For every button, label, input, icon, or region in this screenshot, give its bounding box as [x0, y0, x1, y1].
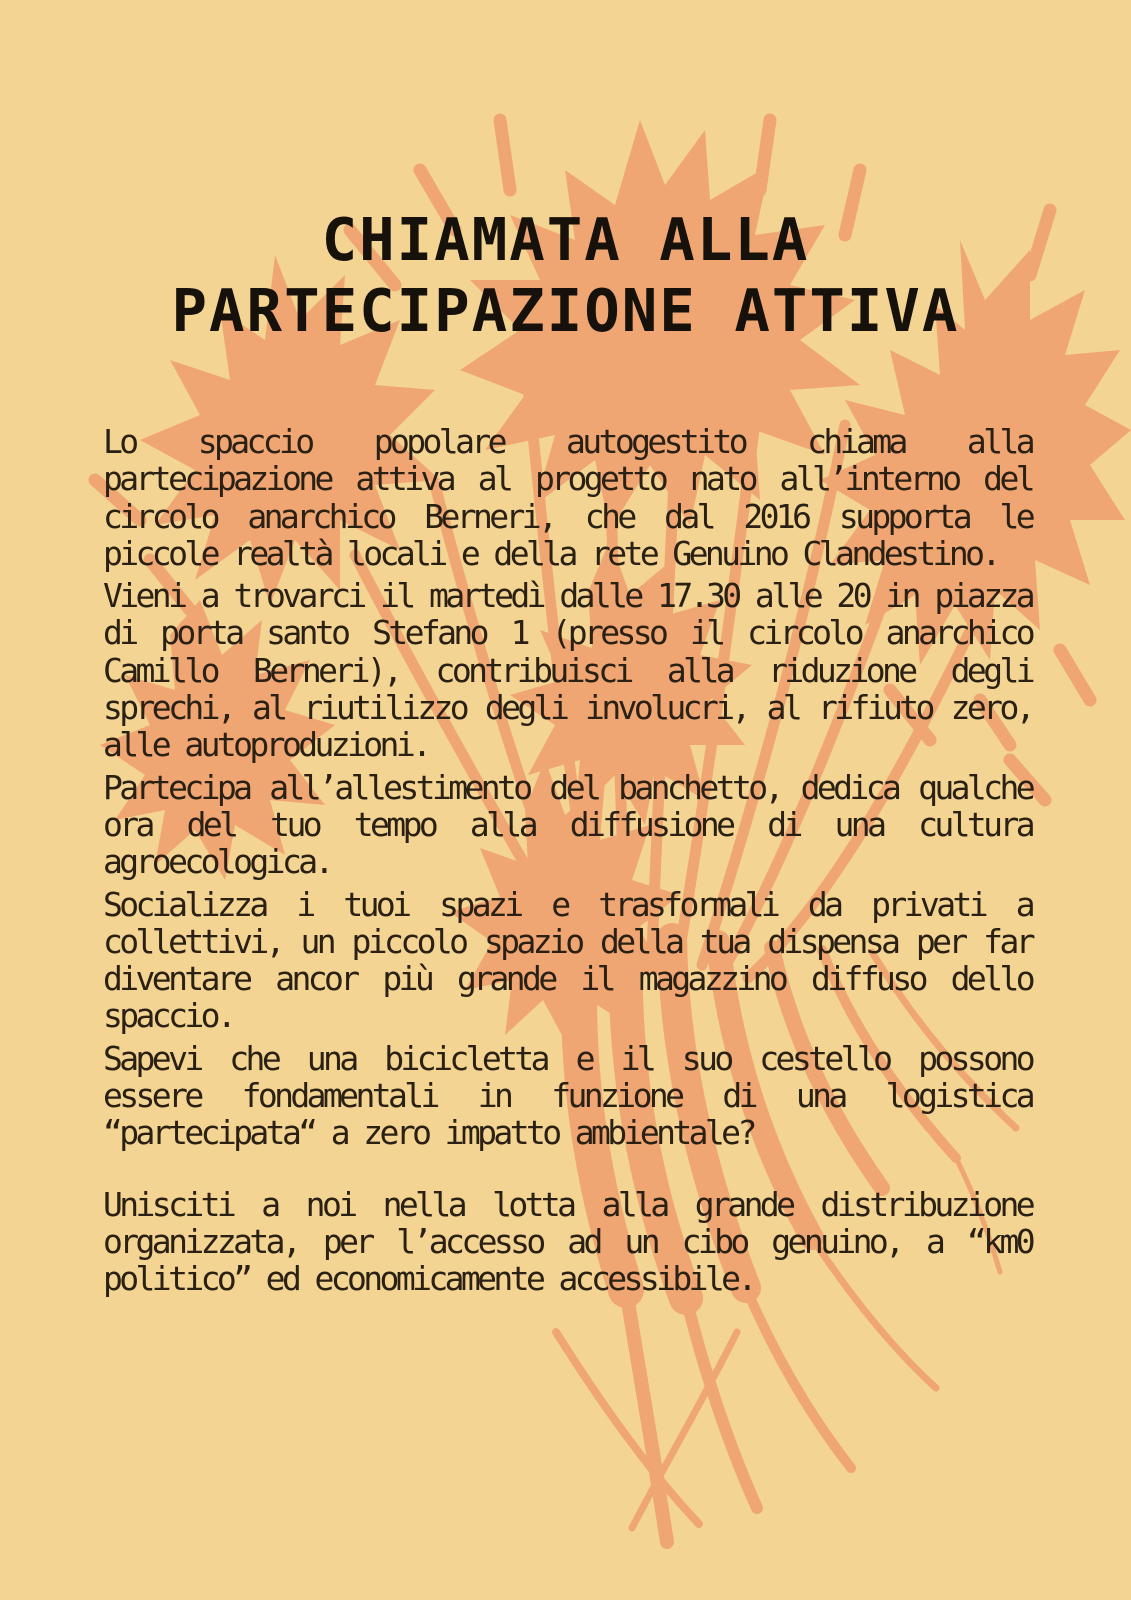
- body-paragraph: Socializza i tuoi spazi e trasformali da privati a collettivi, un piccolo spazio della tua dispensa per far diventare ancor più grande il magazzino diffuso dello spaccio.: [103, 884, 1032, 1036]
- poster-title-line-2: PARTECIPAZIONE ATTIVA: [171, 276, 960, 345]
- body-paragraph: Lo spaccio popolare autogestito chiama alla partecipazione attiva al progetto nato all’interno del circolo anarchico Berneri, che dal 2016 supporta le piccole realtà locali e della rete Genuino Clandestino.: [103, 422, 1032, 573]
- poster-body: [103, 423, 1032, 1303]
- body-paragraph: Partecipa all’allestimento del banchetto, dedica qualche ora del tuo tempo alla diffusione di una cultura agroecologica.: [103, 767, 1032, 882]
- poster-title-line-1: CHIAMATA ALLA: [321, 205, 810, 274]
- poster-title: [0, 204, 1131, 346]
- body-paragraph: Sapevi che una bicicletta e il suo cestello possono essere fondamentali in funzione di una logistica “partecipata“ a zero impatto ambientale?: [103, 1038, 1032, 1153]
- body-paragraph: Unisciti a noi nella lotta alla grande distribuzione organizzata, per l’accesso ad un cibo genuino, a “km0 politico” ed economicamente accessibile.: [103, 1184, 1032, 1299]
- body-paragraph: Vieni a trovarci il martedì dalle 17.30 alle 20 in piazza di porta santo Stefano 1 (presso il circolo anarchico Camillo Berneri), contribuisci alla riduzione degli sprechi, al riutilizzo degli involucri, al rifiuto zero, alle autoproduzioni.: [103, 576, 1032, 765]
